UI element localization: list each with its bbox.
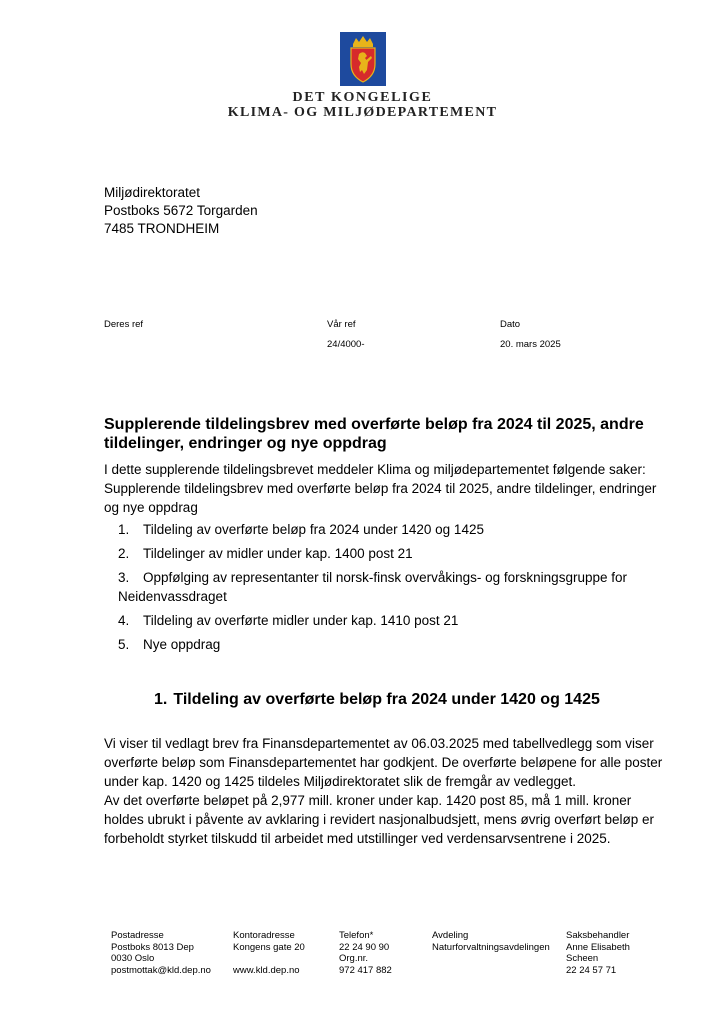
list-item-number: 3. bbox=[118, 570, 130, 585]
intro-text bbox=[104, 460, 664, 517]
list-item-text: Nye oppdrag bbox=[143, 637, 221, 652]
dato-value: 20. mars 2025 bbox=[500, 339, 561, 350]
footer-kontoradresse-website[interactable]: www.kld.dep.no bbox=[233, 964, 300, 976]
intro-line1: I dette supplerende tildelingsbrevet meddeler Klima og miljødepartementet følgende saker: bbox=[104, 462, 646, 477]
var-ref-value: 24/4000- bbox=[327, 339, 365, 350]
footer-kontoradresse-label: Kontoradresse bbox=[233, 930, 295, 941]
section-1-heading bbox=[154, 691, 600, 709]
footer-postadresse-email[interactable]: postmottak@kld.dep.no bbox=[111, 964, 211, 976]
deres-ref-label: Deres ref bbox=[104, 319, 144, 330]
letter-title: Supplerende tildelingsbrev med overførte beløp fra 2024 til 2025, andre tildelinger, endringer og nye oppdrag bbox=[104, 416, 644, 452]
footer-avdeling-value: Naturforvaltningsavdelingen bbox=[432, 941, 550, 953]
list-item-text: Oppfølging av representanter til norsk-finsk overvåkings- og forskningsgruppe for Neidenvassdraget bbox=[118, 570, 627, 604]
list-item-number: 2. bbox=[118, 546, 130, 561]
dato-label: Dato bbox=[500, 319, 521, 330]
section-1-paragraph-2: Av det overførte beløpet på 2,977 mill. kroner under kap. 1420 post 85, må 1 mill. kroner holdes ubrukt i påvente av avklaring i revidert nasjonalbudsjett, mens øvrig overført beløp er forbeholdt styrket tilskudd til arbeidet med utstillinger ved verdensarvsentrene i 2025. bbox=[104, 793, 655, 846]
footer-saksbehandler bbox=[566, 930, 630, 976]
list-item bbox=[118, 544, 663, 563]
recipient-city: 7485 TRONDHEIM bbox=[104, 221, 220, 236]
footer-avdeling bbox=[432, 930, 550, 953]
recipient-address bbox=[104, 184, 258, 238]
section-1-number: 1. bbox=[154, 691, 168, 708]
var-ref bbox=[327, 318, 365, 351]
list-item-number: 4. bbox=[118, 613, 130, 628]
footer-avdeling-label: Avdeling bbox=[432, 930, 469, 941]
footer-kontoradresse-line1: Kongens gate 20 bbox=[233, 941, 305, 953]
footer-telefon bbox=[339, 930, 392, 976]
var-ref-label: Vår ref bbox=[327, 319, 356, 330]
dato bbox=[500, 318, 561, 351]
section-1-body bbox=[104, 734, 664, 848]
footer-postadresse bbox=[111, 930, 211, 976]
section-1-paragraph-1: Vi viser til vedlagt brev fra Finansdepartementet av 06.03.2025 med tabellvedlegg som viser overførte beløp som Finansdepartementet har godkjent. De overførte beløpene for alle poster under kap. 1420 og 1425 tildeles Miljødirektoratet slik de fremgår av vedlegget. bbox=[104, 736, 663, 789]
footer-saksbehandler-phone: 22 24 57 71 bbox=[566, 964, 617, 976]
footer-postadresse-label: Postadresse bbox=[111, 930, 164, 941]
recipient-name: Miljødirektoratet bbox=[104, 185, 201, 200]
norwegian-coat-of-arms-icon bbox=[340, 32, 386, 86]
footer-saksbehandler-label: Saksbehandler bbox=[566, 930, 630, 941]
deres-ref bbox=[104, 318, 143, 331]
list-item-text: Tildeling av overførte midler under kap. 1410 post 21 bbox=[143, 613, 459, 628]
footer-kontoradresse bbox=[233, 930, 305, 976]
org-name-line2: KLIMA- OG MILJØDEPARTEMENT bbox=[227, 105, 498, 120]
list-item-text: Tildeling av overførte beløp fra 2024 under 1420 og 1425 bbox=[143, 522, 484, 537]
footer-postadresse-line2: 0030 Oslo bbox=[111, 953, 155, 964]
list-item bbox=[118, 520, 663, 539]
list-item bbox=[118, 635, 663, 654]
section-1-title: Tildeling av overførte beløp fra 2024 under 1420 og 1425 bbox=[173, 691, 600, 708]
list-item-number: 1. bbox=[118, 522, 130, 537]
intro-line2: Supplerende tildelingsbrev med overførte beløp fra 2024 til 2025, andre tildelinger, endringer og nye oppdrag bbox=[104, 481, 657, 515]
list-item-number: 5. bbox=[118, 637, 130, 652]
footer-orgnr-label: Org.nr. bbox=[339, 953, 369, 964]
footer-telefon-label: Telefon* bbox=[339, 930, 374, 941]
recipient-postbox: Postboks 5672 Torgarden bbox=[104, 203, 258, 218]
footer-saksbehandler-line1: Anne Elisabeth bbox=[566, 941, 630, 953]
list-item bbox=[118, 611, 663, 630]
org-name-line1: DET KONGELIGE bbox=[292, 90, 433, 105]
topic-list bbox=[118, 520, 663, 659]
footer-orgnr-value: 972 417 882 bbox=[339, 964, 392, 976]
footer-saksbehandler-line2: Scheen bbox=[566, 953, 599, 964]
footer-postadresse-line1: Postboks 8013 Dep bbox=[111, 941, 194, 953]
letterhead bbox=[0, 32, 725, 121]
footer-telefon-number: 22 24 90 90 bbox=[339, 941, 390, 953]
list-item bbox=[118, 568, 663, 606]
list-item-text: Tildelinger av midler under kap. 1400 post 21 bbox=[143, 546, 413, 561]
